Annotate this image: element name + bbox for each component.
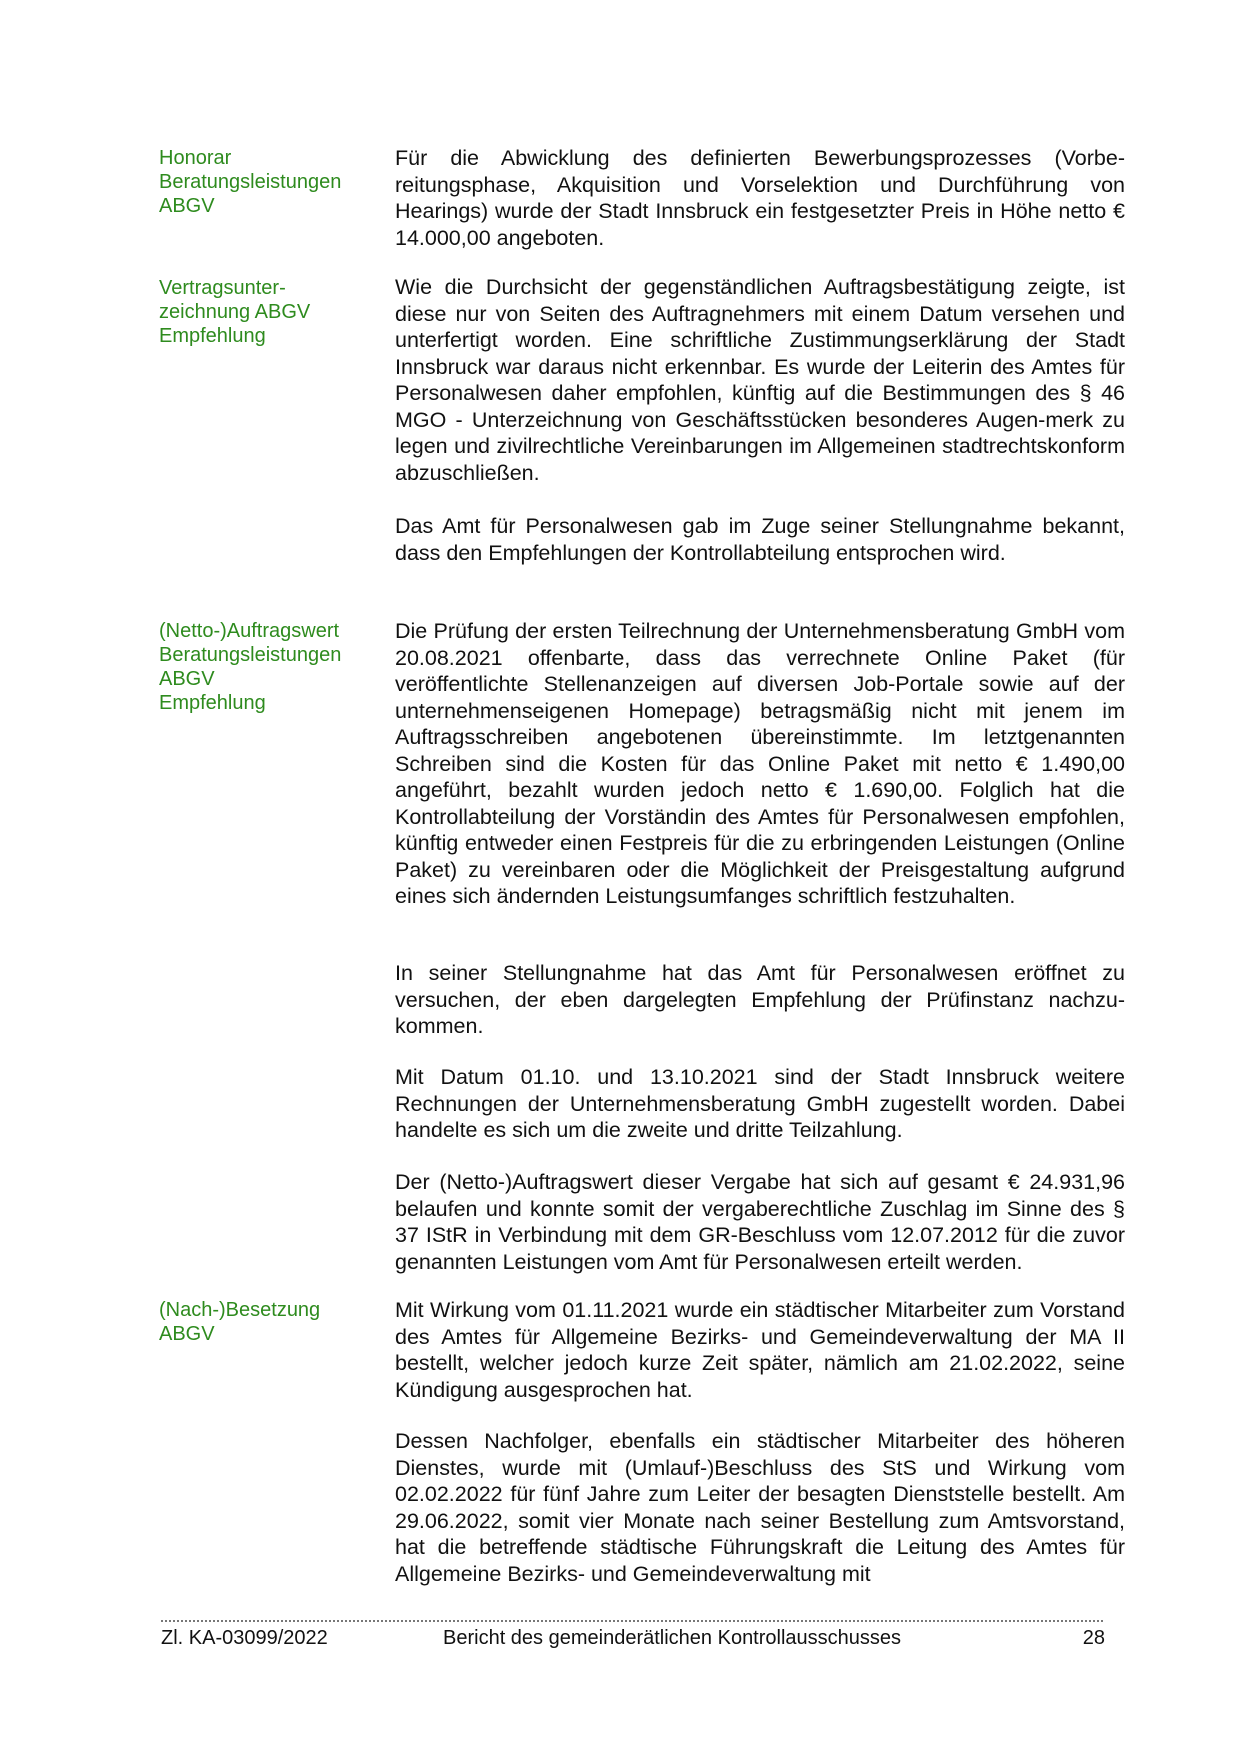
- margin-note-line: (Netto-)Auftragswert: [159, 620, 340, 642]
- paragraph-auftragswert: Der (Netto-)Auftragswert dieser Vergabe hat sich auf gesamt € 24.931,96 belaufen und konnte somit der vergaberechtliche Zuschlag im Sinne des § 37 IStR in Verbindung mit dem GR-Beschluss vom 12.07.2012 für die zuvor genannten Leistungen vom Amt für Personalwesen erteilt werden.: [395, 1170, 1125, 1274]
- margin-note-auftragswert: [159, 619, 359, 715]
- margin-note-line: ABGV: [159, 668, 215, 690]
- margin-note-line: Vertragsunter-: [159, 277, 286, 299]
- margin-note-line: Honorar: [159, 147, 232, 169]
- margin-note-line: Beratungsleistungen: [159, 171, 342, 193]
- footer-reference: Zl. KA-03099/2022: [161, 1627, 328, 1649]
- margin-note-line: Beratungsleistungen: [159, 644, 342, 666]
- margin-note-line: Empfehlung: [159, 692, 266, 714]
- paragraph-vertragsunterzeichnung: Wie die Durchsicht der gegenständlichen Auftragsbestätigung zeigte, ist diese nur von Seiten des Auftragnehmers mit einem Datum versehen und unterfertigt worden. Eine schriftliche Zustimmungserklärung der Stadt Innsbruck war daraus nicht erkennbar. Es wurde der Leiterin des Amtes für Personalwesen daher empfohlen, künftig auf die Bestimmungen des § 46 MGO - Unterzeichnung von Geschäftsstücken besonderes Augen-merk zu legen und zivilrechtliche Vereinbarungen im Allgemeinen stadtrechtskonform abzuschließen.: [395, 275, 1125, 485]
- paragraph-stellungnahme-1: Das Amt für Personalwesen gab im Zuge seiner Stellungnahme bekannt, dass den Empfehlungen der Kontrollabteilung entsprochen wird.: [395, 514, 1125, 565]
- margin-note-line: Empfehlung: [159, 325, 266, 347]
- margin-note-line: ABGV: [159, 1323, 215, 1345]
- margin-note-line: zeichnung ABGV: [159, 301, 311, 323]
- footer-divider: [161, 1620, 1103, 1622]
- paragraph-nachfolger: Dessen Nachfolger, ebenfalls ein städtischer Mitarbeiter des höheren Dienstes, wurde mit (Umlauf-)Beschluss des StS und Wirkung vom 02.02.2022 für fünf Jahre zum Leiter der besagten Dienststelle bestellt. Am 29.06.2022, somit vier Monate nach seiner Bestellung zum Amtsvorstand, hat die betreffende städtische Führungskraft die Leitung des Amtes für Allgemeine Bezirks- und Gemeindeverwaltung mit: [395, 1429, 1125, 1586]
- paragraph-honorar: Für die Abwicklung des definierten Bewerbungsprozesses (Vorbe-reitungsphase, Akquisition und Vorselektion und Durchführung von Hearings) wurde der Stadt Innsbruck ein festgesetzter Preis in Höhe netto € 14.000,00 angeboten.: [395, 146, 1125, 250]
- paragraph-teilrechnung: Die Prüfung der ersten Teilrechnung der Unternehmensberatung GmbH vom 20.08.2021 offenbarte, dass das verrechnete Online Paket (für veröffentlichte Stellenanzeigen auf diversen Job-Portale sowie auf der unternehmenseigenen Homepage) betragsmäßig nicht mit jenem im Auftragsschreiben angebotenen übereinstimmte. Im letztgenannten Schreiben sind die Kosten für das Online Paket mit netto € 1.490,00 angeführt, bezahlt wurden jedoch netto € 1.690,00. Folglich hat die Kontrollabteilung der Vorständin des Amtes für Personalwesen empfohlen, künftig entweder einen Festpreis für die zu erbringenden Leistungen (Online Paket) zu vereinbaren oder die Möglichkeit der Preisgestaltung aufgrund eines sich ändernden Leistungsumfanges schriftlich festzuhalten.: [395, 619, 1125, 908]
- margin-note-line: ABGV: [159, 195, 215, 217]
- paragraph-rechnungen: Mit Datum 01.10. und 13.10.2021 sind der Stadt Innsbruck weitere Rechnungen der Unternehmensberatung GmbH zugestellt worden. Dabei handelte es sich um die zweite und dritte Teilzahlung.: [395, 1065, 1125, 1142]
- margin-note-honorar: [159, 146, 359, 218]
- paragraph-nachbesetzung: Mit Wirkung vom 01.11.2021 wurde ein städtischer Mitarbeiter zum Vorstand des Amtes für Allgemeine Bezirks- und Gemeindeverwaltung der MA II bestellt, welcher jedoch kurze Zeit später, nämlich am 21.02.2022, seine Kündigung ausgesprochen hat.: [395, 1298, 1125, 1402]
- paragraph-stellungnahme-2: In seiner Stellungnahme hat das Amt für Personalwesen eröffnet zu versuchen, der eben dargelegten Empfehlung der Prüfinstanz nachzu-kommen.: [395, 961, 1125, 1038]
- margin-note-line: (Nach-)Besetzung: [159, 1299, 321, 1321]
- margin-note-vertragsunterzeichnung: [159, 276, 359, 348]
- page-number: 28: [1082, 1627, 1105, 1649]
- footer-title: Bericht des gemeinderätlichen Kontrollausschusses: [443, 1627, 902, 1649]
- margin-note-nachbesetzung: [159, 1298, 359, 1346]
